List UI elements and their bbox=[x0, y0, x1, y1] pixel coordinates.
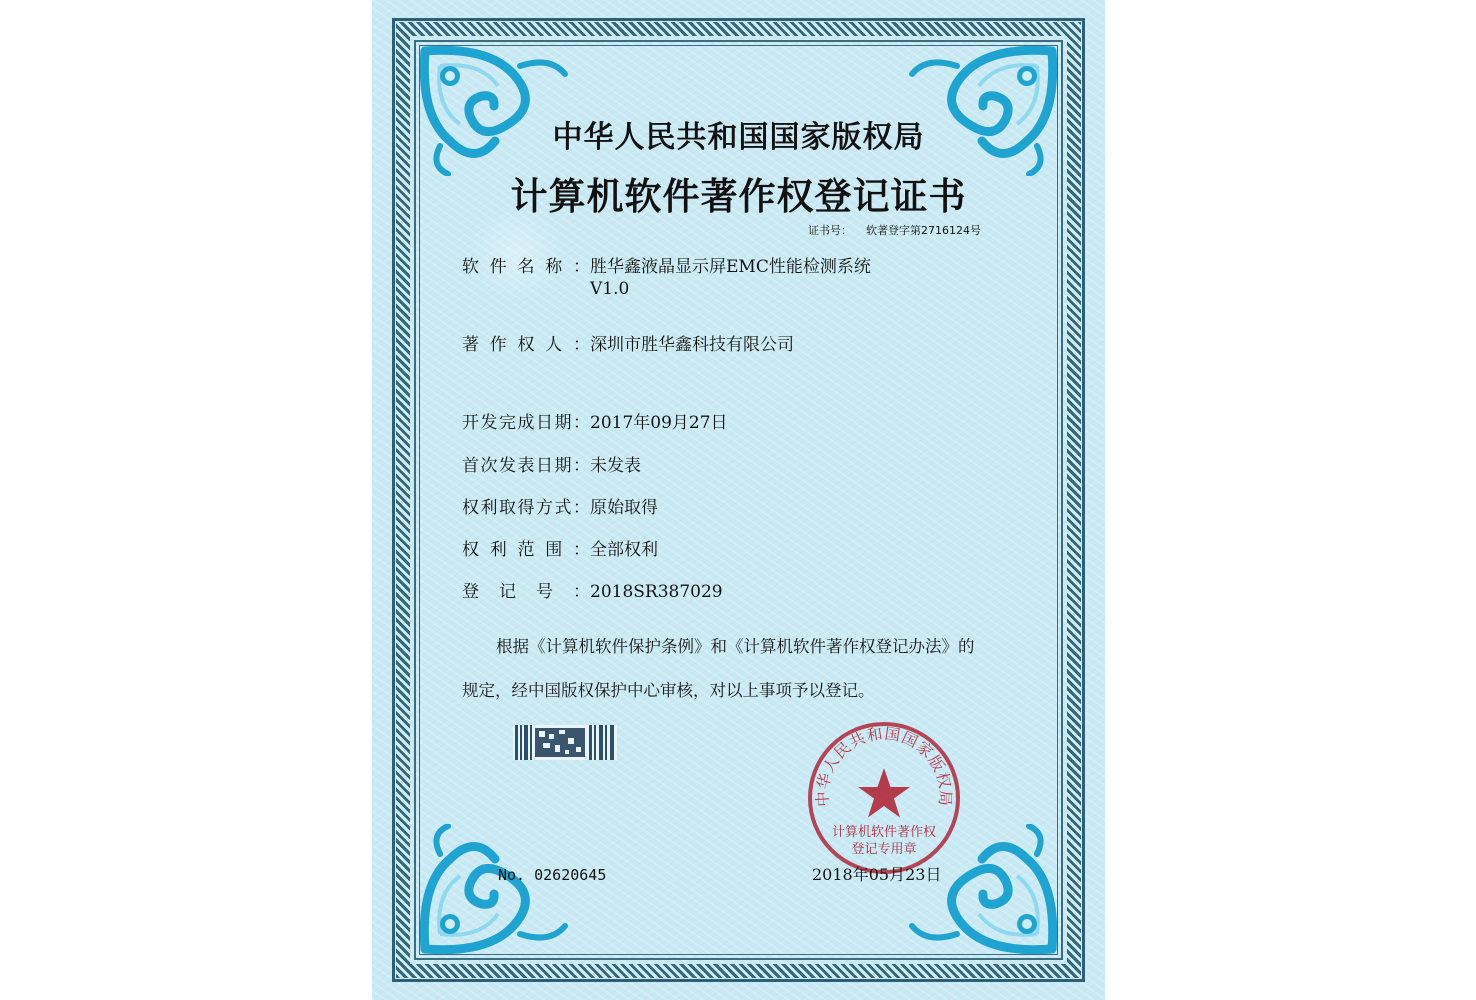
field-label: 软件名称： bbox=[462, 257, 590, 277]
field-label: 权利范围： bbox=[462, 540, 590, 560]
seal-line1: 计算机软件著作权 bbox=[831, 825, 937, 840]
seal-line2: 登记专用章 bbox=[851, 842, 917, 857]
field-label: 登记号： bbox=[462, 582, 590, 602]
field-label: 权利取得方式： bbox=[462, 498, 590, 518]
software-name-line2: V1.0 bbox=[590, 279, 630, 299]
field-copyright-owner bbox=[462, 334, 794, 356]
field-value: 原始取得 bbox=[590, 498, 658, 518]
field-acquisition-method bbox=[462, 497, 658, 519]
field-software-name bbox=[462, 256, 871, 300]
certificate-number-label: 证书号： bbox=[808, 224, 852, 237]
document-number: No. 02620645 bbox=[498, 866, 607, 884]
issue-date: 2018年05月23日 bbox=[812, 865, 942, 884]
statement-paragraph bbox=[462, 625, 1022, 713]
field-first-publication-date bbox=[462, 455, 641, 477]
field-label: 开发完成日期： bbox=[462, 413, 590, 433]
field-value: 全部权利 bbox=[590, 540, 658, 560]
issuing-authority: 中华人民共和国国家版权局 bbox=[552, 120, 925, 155]
corner-ornament-icon bbox=[907, 46, 1057, 176]
field-value: 2018SR387029 bbox=[590, 582, 723, 602]
statement-line2: 规定，经中国版权保护中心审核，对以上事项予以登记。 bbox=[462, 681, 875, 700]
barcode-icon bbox=[513, 725, 617, 760]
field-value bbox=[590, 256, 871, 300]
corner-ornament-icon bbox=[420, 46, 570, 176]
certificate-number bbox=[808, 222, 981, 238]
field-value: 未发表 bbox=[590, 456, 641, 476]
field-label: 著作权人： bbox=[462, 335, 590, 355]
certificate-number-value: 软著登字第2716124号 bbox=[866, 224, 981, 237]
field-label: 首次发表日期： bbox=[462, 456, 590, 476]
certificate bbox=[372, 0, 1105, 1000]
certificate-title: 计算机软件著作权登记证书 bbox=[510, 174, 967, 218]
field-value: 深圳市胜华鑫科技有限公司 bbox=[590, 335, 794, 355]
software-name-line1: 胜华鑫液晶显示屏EMC性能检测系统 bbox=[590, 257, 871, 277]
field-completion-date bbox=[462, 412, 728, 434]
field-value: 2017年09月27日 bbox=[590, 413, 728, 433]
corner-ornament-icon bbox=[420, 824, 570, 954]
official-seal-icon bbox=[804, 718, 964, 878]
field-registration-number bbox=[462, 581, 723, 603]
seal-arc-text: 中华人民共和国国家版权局 bbox=[813, 724, 955, 808]
field-rights-scope bbox=[462, 539, 658, 561]
statement-line1: 根据《计算机软件保护条例》和《计算机软件著作权登记办法》的 bbox=[496, 637, 975, 656]
